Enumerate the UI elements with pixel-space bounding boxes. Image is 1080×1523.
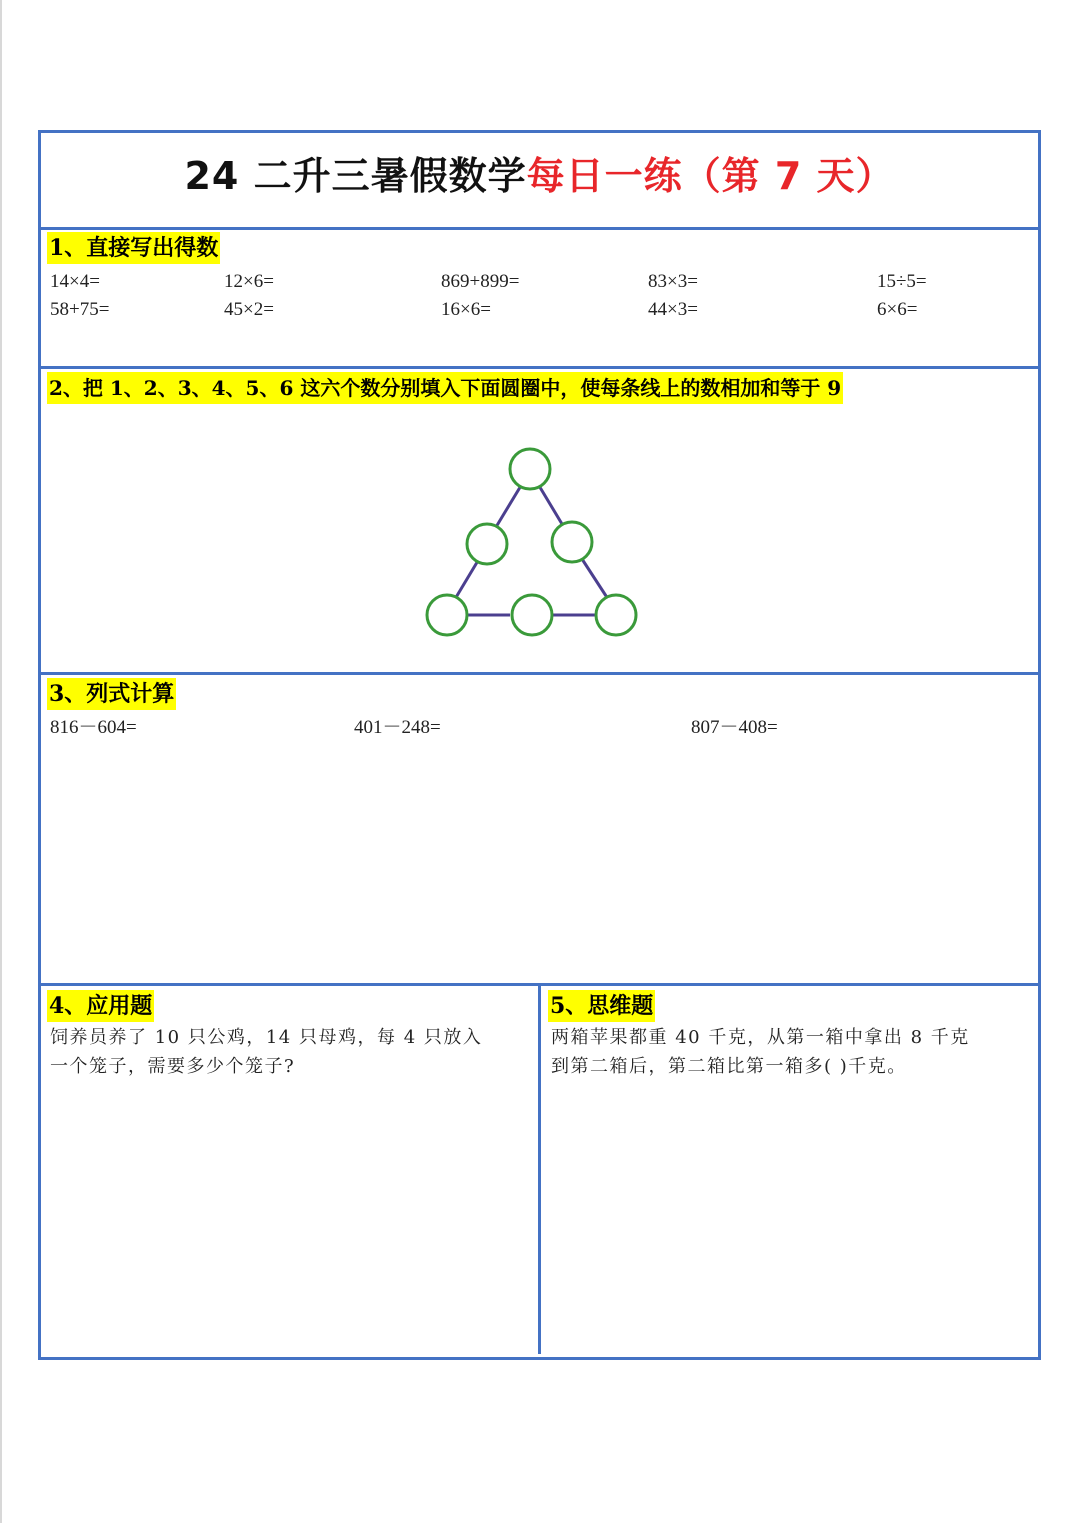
divider-q1 — [41, 366, 1038, 369]
divider-title — [41, 227, 1038, 230]
q1-equation: 16×6= — [441, 299, 491, 320]
q4-text — [50, 1023, 482, 1081]
q4-text-line: 饲养员养了 10 只公鸡，14 只母鸡，每 4 只放入 — [50, 1027, 483, 1048]
title-main: 24 二升三暑假数学 — [184, 154, 527, 198]
answer-circle-right-middle[interactable] — [552, 522, 592, 562]
divider-q2 — [41, 672, 1038, 675]
triangle-diagram — [408, 435, 708, 645]
q5-text-line: 到第二箱后，第二箱比第一箱多( )千克。 — [551, 1056, 907, 1077]
answer-circle-bottom-right[interactable] — [596, 595, 636, 635]
q3-header: 3、列式计算 — [47, 678, 176, 710]
q1-equation: 14×4= — [50, 271, 100, 292]
worksheet — [38, 130, 1041, 1360]
q3-equation: 401－248= — [354, 717, 441, 738]
triangle-edge — [582, 559, 608, 599]
triangle-edge — [493, 484, 522, 532]
q1-equation: 12×6= — [224, 271, 274, 292]
answer-circle-top[interactable] — [510, 449, 550, 489]
answer-circle-bottom-left[interactable] — [427, 595, 467, 635]
triangle-edge — [455, 559, 479, 599]
answer-circle-bottom-middle[interactable] — [512, 595, 552, 635]
title-highlight: 每日一练（第 7 天） — [526, 154, 895, 198]
q5-text — [551, 1023, 970, 1081]
q1-equation: 83×3= — [648, 271, 698, 292]
answer-circle-left-middle[interactable] — [467, 524, 507, 564]
q3-equation: 807－408= — [691, 717, 778, 738]
divider-q4-q5 — [538, 986, 541, 1354]
q1-equation: 45×2= — [224, 299, 274, 320]
q1-equation: 58+75= — [50, 299, 110, 320]
q5-text-line: 两箱苹果都重 40 千克，从第一箱中拿出 8 千克 — [551, 1027, 970, 1048]
q5-header: 5、思维题 — [548, 990, 655, 1022]
q1-header: 1、直接写出得数 — [47, 232, 220, 264]
q1-equation: 6×6= — [877, 299, 918, 320]
triangle-edge — [538, 484, 565, 529]
q1-equation: 44×3= — [648, 299, 698, 320]
q1-equation: 15÷5= — [877, 271, 927, 292]
q4-header: 4、应用题 — [47, 990, 154, 1022]
q3-equation: 816－604= — [50, 717, 137, 738]
q2-header: 2、把 1、2、3、4、5、6 这六个数分别填入下面圆圈中，使每条线上的数相加和等于 9 — [47, 372, 843, 404]
q4-text-line: 一个笼子，需要多少个笼子? — [50, 1056, 296, 1077]
q1-equation: 869+899= — [441, 271, 520, 292]
page-edge — [0, 0, 2, 1523]
page-title — [38, 140, 1041, 212]
